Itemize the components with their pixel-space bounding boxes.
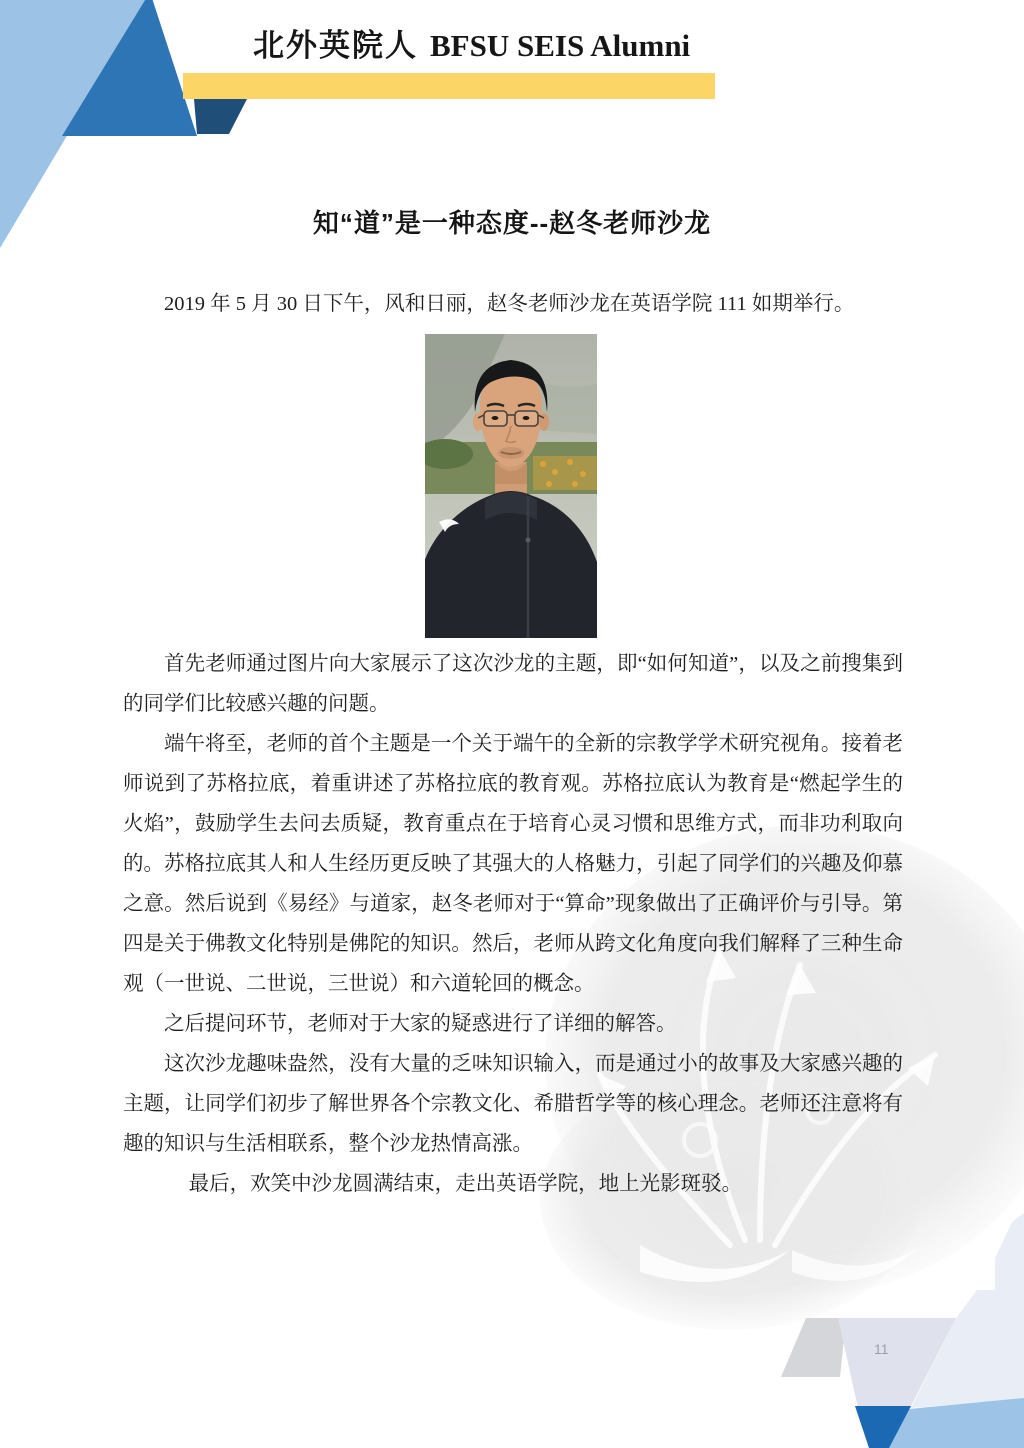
masthead: [253, 20, 690, 65]
decor-corner-gray: [781, 1318, 846, 1377]
paragraph: 这次沙龙趣味盎然，没有大量的乏味知识输入，而是通过小的故事及大家感兴趣的主题，让同学们初步了解世界各个宗教文化、希腊哲学等的核心理念。老师还注意将有趣的知识与生活相联系，整个沙龙热情高涨。: [123, 1053, 903, 1155]
page-number: 11: [874, 1341, 889, 1357]
article-intro: 2019 年 5 月 30 日下午，风和日丽，赵冬老师沙龙在英语学院 111 如期举行。: [164, 293, 855, 315]
header-accent-bar: [183, 73, 715, 99]
paragraph: 端午将至，老师的首个主题是一个关于端午的全新的宗教学学术研究视角。接着老师说到了苏格拉底，着重讲述了苏格拉底的教育观。苏格拉底认为教育是“燃起学生的火焰”，鼓励学生去问去质疑，教育重点在于培育心灵习惯和思维方式，而非功利取向的。苏格拉底其人和人生经历更反映了其强大的人格魅力，引起了同学们的兴趣及仰慕之意。然后说到《易经》与道家，赵冬老师对于“算命”现象做出了正确评价与引导。第四是关于佛教文化特别是佛陀的知识。然后，老师从跨文化角度向我们解释了三种生命观（一世说、二世说，三世说）和六道轮回的概念。: [123, 733, 903, 995]
article-title: 知“道”是一种态度--赵冬老师沙龙: [312, 208, 712, 238]
article-body: [123, 644, 903, 1204]
masthead-title-chinese: 北外英院人: [253, 28, 418, 63]
paragraph: 首先老师通过图片向大家展示了这次沙龙的主题，即“如何知道”，以及之前搜集到的同学们比较感兴趣的问题。: [123, 653, 903, 715]
paragraph: 最后，欢笑中沙龙圆满结束，走出英语学院，地上光影斑驳。: [188, 1173, 743, 1195]
decor-top-triangle-navy: [194, 99, 247, 134]
masthead-title-english: BFSU SEIS Alumni: [430, 28, 691, 63]
speaker-photo: [425, 334, 597, 638]
paragraph: 之后提问环节，老师对于大家的疑惑进行了详细的解答。: [164, 1013, 677, 1035]
